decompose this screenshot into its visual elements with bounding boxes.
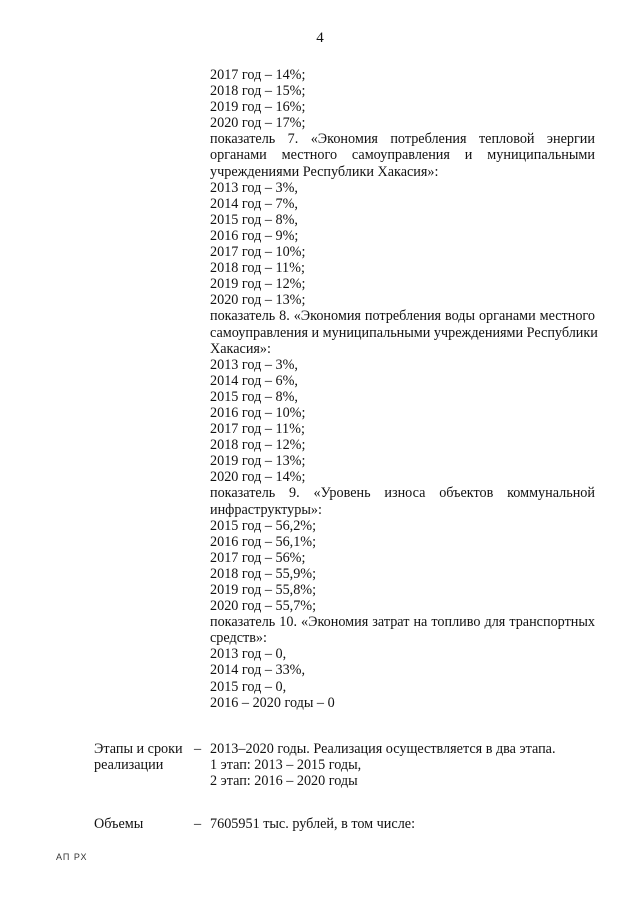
indicator-8-heading: Хакасия»:: [210, 340, 271, 357]
indicator-9-heading: показатель 9. «Уровень износа объектов коммунальной: [210, 485, 595, 502]
text-line: 2016 год – 9%;: [210, 227, 299, 244]
text-line: 2019 год – 55,8%;: [210, 582, 317, 598]
page-number: 4: [316, 30, 324, 46]
text-line: 2019 год – 12%;: [210, 276, 306, 293]
text-line: 2017 год – 11%;: [210, 421, 305, 438]
text-line: 2016 год – 10%;: [210, 404, 306, 421]
text-line: 2014 год – 7%,: [210, 195, 298, 212]
text-line: 2018 год – 12%;: [210, 437, 306, 454]
text-line: 2016 год – 56,1%;: [210, 533, 317, 550]
text-line: 2020 год – 55,7%;: [210, 598, 317, 615]
text-line: 2020 год – 17%;: [210, 115, 306, 132]
text-line: 2020 год – 13%;: [210, 292, 306, 309]
text-line: 2017 год – 10%;: [210, 244, 306, 261]
indicator-10-heading: показатель 10. «Экономия затрат на топливо для транспортных: [210, 614, 595, 631]
text-line: 2018 год – 15%;: [210, 83, 306, 100]
text-line: 2013 год – 0,: [210, 646, 287, 663]
volumes-label: Объемы: [94, 816, 144, 832]
indicator-7-heading: учреждениями Республики Хакасия»:: [210, 163, 439, 180]
text-line: 2016 – 2020 годы – 0: [210, 694, 335, 711]
indicator-9-heading: инфраструктуры»:: [210, 501, 322, 518]
text-line: 2015 год – 8%,: [210, 388, 298, 405]
text-line: 2015 год – 8%,: [210, 211, 298, 228]
stages-value-line: 1 этап: 2013 – 2015 годы,: [210, 757, 362, 774]
indicator-8-heading: самоуправления и муниципальными учреждениями Республики: [210, 324, 598, 341]
text-line: 2019 год – 13%;: [210, 453, 306, 470]
stages-dash: –: [194, 741, 202, 757]
text-line: 2019 год – 16%;: [210, 99, 306, 116]
text-line: 2017 год – 14%;: [210, 67, 306, 83]
volumes-value: 7605951 тыс. рублей, в том числе:: [210, 816, 416, 832]
text-line: 2014 год – 6%,: [210, 372, 298, 389]
stages-value-line: 2 этап: 2016 – 2020 годы: [210, 773, 358, 790]
indicator-7-heading: показатель 7. «Экономия потребления тепловой энергии: [210, 131, 595, 148]
stages-label: [94, 741, 183, 773]
text-line: 2017 год – 56%;: [210, 549, 306, 566]
volumes-dash: –: [194, 816, 202, 832]
text-line: 2014 год – 33%,: [210, 662, 306, 679]
text-line: 2013 год – 3%,: [210, 179, 298, 196]
text-line: 2020 год – 14%;: [210, 469, 306, 486]
body-text: [210, 67, 598, 711]
text-line: 2015 год – 56,2%;: [210, 517, 317, 534]
indicator-10-heading: средств»:: [210, 630, 267, 647]
stages-value: [210, 741, 556, 789]
text-line: 2018 год – 55,9%;: [210, 565, 317, 582]
stages-label-line: реализации: [94, 757, 164, 774]
text-line: 2015 год – 0,: [210, 678, 287, 695]
footer-mark: АП РХ: [56, 852, 88, 862]
stages-value-line: 2013–2020 годы. Реализация осуществляется в два этапа.: [210, 741, 556, 757]
indicator-7-heading: органами местного самоуправления и муниципальными: [210, 147, 595, 164]
text-line: 2013 год – 3%,: [210, 356, 298, 373]
stages-label-line: Этапы и сроки: [94, 741, 183, 757]
text-line: 2018 год – 11%;: [210, 260, 305, 277]
indicator-8-heading: показатель 8. «Экономия потребления воды органами местного: [210, 308, 595, 325]
